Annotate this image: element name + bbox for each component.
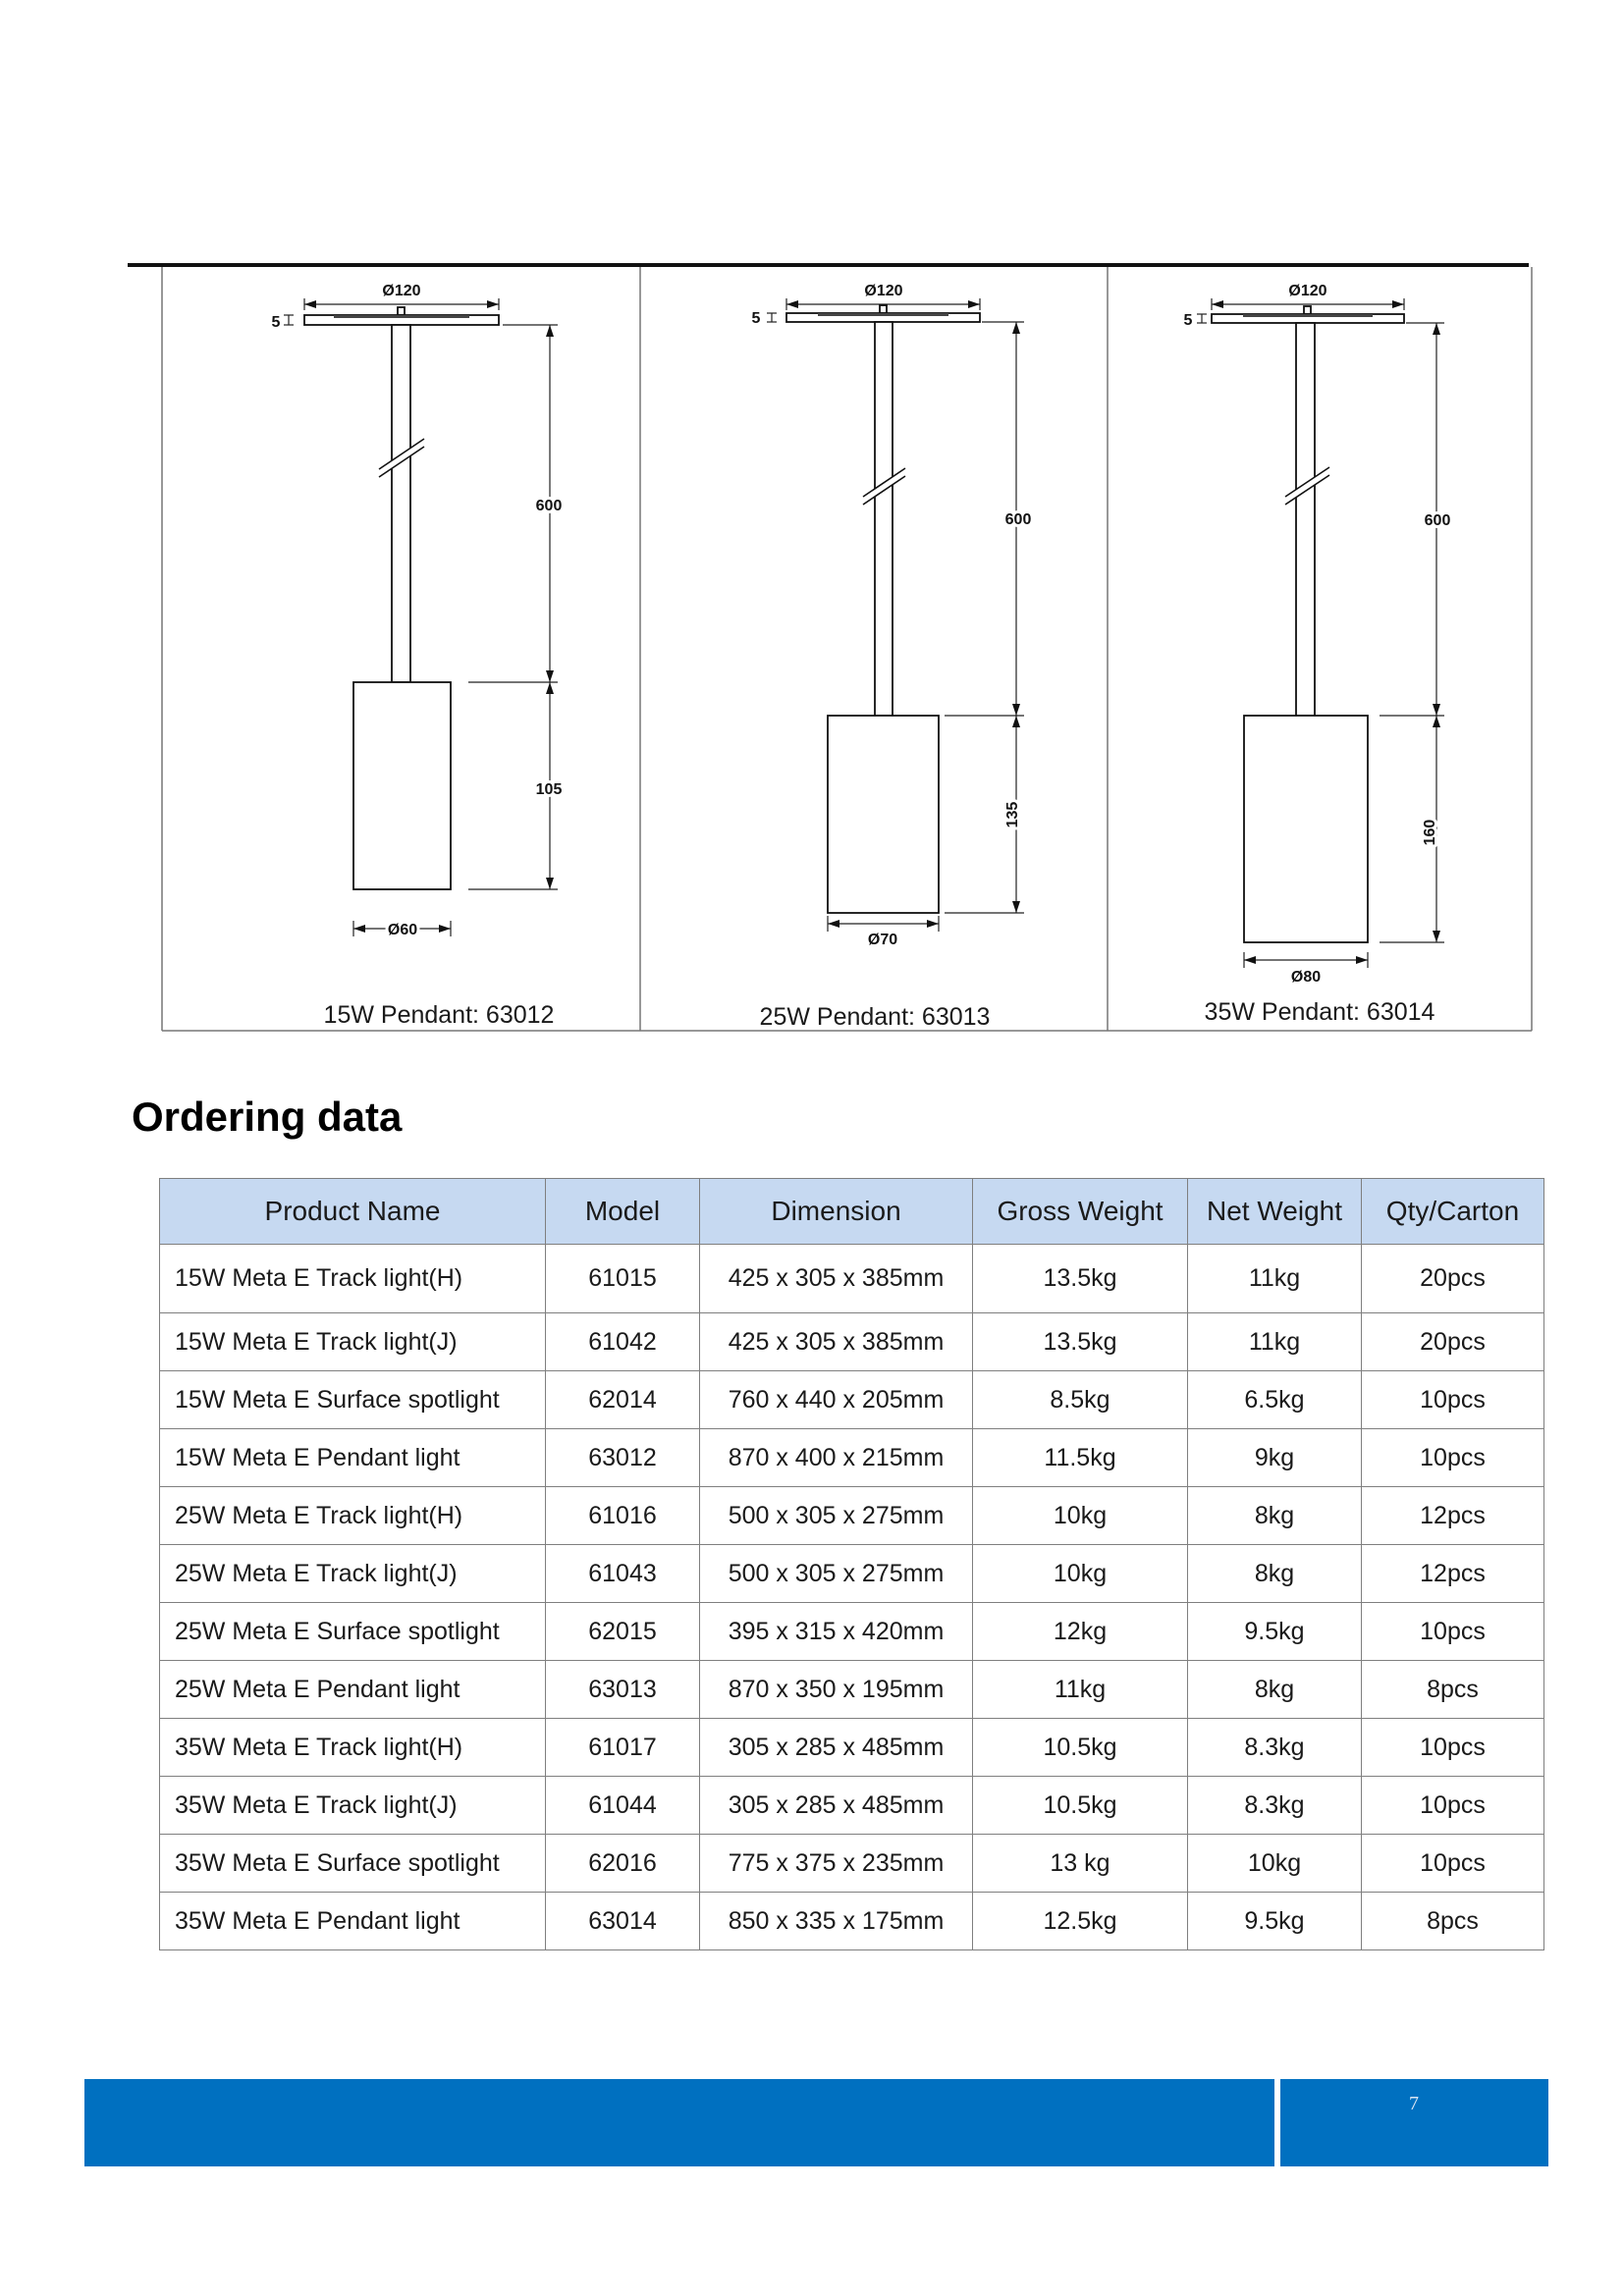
top-diameter-label: Ø120 bbox=[1288, 283, 1327, 299]
cell-qty-carton: 12pcs bbox=[1362, 1545, 1544, 1603]
dimension-arrow bbox=[1392, 300, 1404, 308]
cell-qty-carton: 10pcs bbox=[1362, 1835, 1544, 1893]
cell-product-name: 15W Meta E Track light(J) bbox=[160, 1313, 546, 1371]
dimension-arrow bbox=[487, 300, 499, 308]
cell-gross-weight: 11kg bbox=[973, 1661, 1188, 1719]
cell-net-weight: 8.3kg bbox=[1188, 1719, 1362, 1777]
dimension-arrow bbox=[1433, 323, 1440, 335]
cell-dimension: 760 x 440 x 205mm bbox=[700, 1371, 973, 1429]
cell-model: 61044 bbox=[546, 1777, 700, 1835]
suspension-stem bbox=[392, 325, 410, 682]
plate-thickness-label: 5 bbox=[751, 310, 761, 327]
cell-qty-carton: 10pcs bbox=[1362, 1371, 1544, 1429]
cell-product-name: 15W Meta E Pendant light bbox=[160, 1429, 546, 1487]
hanging-tab bbox=[880, 305, 887, 313]
cell-dimension: 305 x 285 x 485mm bbox=[700, 1777, 973, 1835]
cell-gross-weight: 10kg bbox=[973, 1487, 1188, 1545]
cell-net-weight: 8.3kg bbox=[1188, 1777, 1362, 1835]
cell-dimension: 775 x 375 x 235mm bbox=[700, 1835, 973, 1893]
pendant-drawing-35w bbox=[1184, 283, 1451, 1026]
cell-product-name: 35W Meta E Pendant light bbox=[160, 1893, 546, 1950]
cell-model: 62015 bbox=[546, 1603, 700, 1661]
cell-product-name: 35W Meta E Surface spotlight bbox=[160, 1835, 546, 1893]
drawing-caption: 15W Pendant: 63012 bbox=[323, 1001, 555, 1029]
cell-dimension: 500 x 305 x 275mm bbox=[700, 1545, 973, 1603]
cell-product-name: 35W Meta E Track light(J) bbox=[160, 1777, 546, 1835]
table-row bbox=[160, 1313, 1544, 1371]
dimension-arrow bbox=[546, 670, 554, 682]
pendant-drawings-panel bbox=[0, 0, 1624, 1041]
lamp-body bbox=[828, 716, 939, 913]
dimension-arrow bbox=[1433, 931, 1440, 942]
dimension-arrow bbox=[1433, 704, 1440, 716]
cell-product-name: 25W Meta E Pendant light bbox=[160, 1661, 546, 1719]
cell-gross-weight: 10kg bbox=[973, 1545, 1188, 1603]
canopy-top-band bbox=[1243, 314, 1373, 317]
cell-net-weight: 11kg bbox=[1188, 1245, 1362, 1313]
cell-model: 62016 bbox=[546, 1835, 700, 1893]
drawing-caption: 25W Pendant: 63013 bbox=[759, 1003, 991, 1031]
column-header-model: Model bbox=[546, 1179, 700, 1245]
top-diameter-label: Ø120 bbox=[382, 283, 421, 299]
table-row bbox=[160, 1777, 1544, 1835]
dimension-arrow bbox=[439, 925, 451, 933]
cell-dimension: 395 x 315 x 420mm bbox=[700, 1603, 973, 1661]
footer-bar-left bbox=[84, 2079, 1274, 2166]
cell-qty-carton: 8pcs bbox=[1362, 1661, 1544, 1719]
body-height-label: 160 bbox=[1422, 819, 1438, 846]
body-height-label: 135 bbox=[1004, 801, 1021, 828]
section-heading: Ordering data bbox=[132, 1094, 403, 1140]
cell-net-weight: 9.5kg bbox=[1188, 1603, 1362, 1661]
cell-qty-carton: 12pcs bbox=[1362, 1487, 1544, 1545]
dimension-arrow bbox=[1212, 300, 1223, 308]
table-row bbox=[160, 1487, 1544, 1545]
cell-model: 61043 bbox=[546, 1545, 700, 1603]
table-row bbox=[160, 1545, 1544, 1603]
cell-model: 63014 bbox=[546, 1893, 700, 1950]
cell-product-name: 35W Meta E Track light(H) bbox=[160, 1719, 546, 1777]
cell-model: 61016 bbox=[546, 1487, 700, 1545]
page-number: 7 bbox=[1409, 2093, 1419, 2114]
cell-model: 63012 bbox=[546, 1429, 700, 1487]
stem-length-label: 600 bbox=[1424, 512, 1451, 529]
cell-gross-weight: 11.5kg bbox=[973, 1429, 1188, 1487]
table-row bbox=[160, 1371, 1544, 1429]
column-header-gross-weight: Gross Weight bbox=[973, 1179, 1188, 1245]
cell-model: 62014 bbox=[546, 1371, 700, 1429]
dimension-arrow bbox=[1012, 716, 1020, 727]
ordering-table-body bbox=[160, 1245, 1544, 1950]
dimension-arrow bbox=[1012, 704, 1020, 716]
cell-net-weight: 6.5kg bbox=[1188, 1371, 1362, 1429]
dimension-arrow bbox=[1356, 956, 1368, 964]
dimension-arrow bbox=[927, 920, 939, 928]
dimension-arrow bbox=[546, 325, 554, 337]
suspension-stem bbox=[875, 322, 893, 716]
cell-model: 63013 bbox=[546, 1661, 700, 1719]
cell-model: 61042 bbox=[546, 1313, 700, 1371]
table-row bbox=[160, 1603, 1544, 1661]
cell-gross-weight: 8.5kg bbox=[973, 1371, 1188, 1429]
dimension-arrow bbox=[1244, 956, 1256, 964]
cell-gross-weight: 13.5kg bbox=[973, 1313, 1188, 1371]
cell-dimension: 850 x 335 x 175mm bbox=[700, 1893, 973, 1950]
cell-qty-carton: 10pcs bbox=[1362, 1719, 1544, 1777]
canopy-top-band bbox=[818, 313, 948, 316]
column-header-net-weight: Net Weight bbox=[1188, 1179, 1362, 1245]
cell-net-weight: 9.5kg bbox=[1188, 1893, 1362, 1950]
column-header-dimension: Dimension bbox=[700, 1179, 973, 1245]
lamp-body bbox=[353, 682, 451, 889]
table-row bbox=[160, 1719, 1544, 1777]
pendant-drawing-25w bbox=[752, 283, 1032, 1031]
cell-product-name: 15W Meta E Surface spotlight bbox=[160, 1371, 546, 1429]
body-diameter-label: Ø60 bbox=[387, 922, 418, 938]
cell-qty-carton: 10pcs bbox=[1362, 1777, 1544, 1835]
cell-qty-carton: 10pcs bbox=[1362, 1603, 1544, 1661]
pendant-drawing-15w bbox=[272, 283, 563, 1029]
dimension-arrow bbox=[968, 300, 980, 308]
dimension-arrow bbox=[1012, 901, 1020, 913]
cell-qty-carton: 10pcs bbox=[1362, 1429, 1544, 1487]
table-row bbox=[160, 1661, 1544, 1719]
suspension-stem bbox=[1296, 323, 1315, 716]
cell-dimension: 870 x 350 x 195mm bbox=[700, 1661, 973, 1719]
hanging-tab bbox=[1304, 306, 1311, 314]
cell-dimension: 305 x 285 x 485mm bbox=[700, 1719, 973, 1777]
dimension-arrow bbox=[1433, 716, 1440, 727]
dimension-arrow bbox=[546, 682, 554, 694]
cell-product-name: 25W Meta E Track light(H) bbox=[160, 1487, 546, 1545]
cell-model: 61017 bbox=[546, 1719, 700, 1777]
cell-net-weight: 8kg bbox=[1188, 1487, 1362, 1545]
body-diameter-label: Ø70 bbox=[867, 932, 898, 948]
dimension-arrow bbox=[1012, 322, 1020, 334]
cell-net-weight: 11kg bbox=[1188, 1313, 1362, 1371]
lamp-body bbox=[1244, 716, 1368, 942]
hanging-tab bbox=[398, 307, 405, 315]
dimension-arrow bbox=[353, 925, 365, 933]
cell-product-name: 25W Meta E Track light(J) bbox=[160, 1545, 546, 1603]
table-row bbox=[160, 1835, 1544, 1893]
cell-gross-weight: 12kg bbox=[973, 1603, 1188, 1661]
stem-length-label: 600 bbox=[1004, 511, 1032, 528]
cell-gross-weight: 13 kg bbox=[973, 1835, 1188, 1893]
cell-model: 61015 bbox=[546, 1245, 700, 1313]
drawing-caption: 35W Pendant: 63014 bbox=[1204, 998, 1435, 1026]
table-row bbox=[160, 1245, 1544, 1313]
dimension-arrow bbox=[546, 878, 554, 889]
cell-net-weight: 8kg bbox=[1188, 1545, 1362, 1603]
cell-dimension: 870 x 400 x 215mm bbox=[700, 1429, 973, 1487]
top-diameter-label: Ø120 bbox=[864, 283, 903, 299]
canopy-top-band bbox=[334, 315, 469, 318]
cell-product-name: 25W Meta E Surface spotlight bbox=[160, 1603, 546, 1661]
cell-dimension: 425 x 305 x 385mm bbox=[700, 1245, 973, 1313]
cell-dimension: 425 x 305 x 385mm bbox=[700, 1313, 973, 1371]
body-diameter-label: Ø80 bbox=[1290, 969, 1322, 986]
stem-length-label: 600 bbox=[535, 498, 563, 514]
cell-product-name: 15W Meta E Track light(H) bbox=[160, 1245, 546, 1313]
cell-qty-carton: 20pcs bbox=[1362, 1245, 1544, 1313]
cell-gross-weight: 10.5kg bbox=[973, 1719, 1188, 1777]
cell-net-weight: 9kg bbox=[1188, 1429, 1362, 1487]
dimension-arrow bbox=[786, 300, 798, 308]
dimension-arrow bbox=[828, 920, 839, 928]
column-header-qty-carton: Qty/Carton bbox=[1362, 1179, 1544, 1245]
cell-gross-weight: 13.5kg bbox=[973, 1245, 1188, 1313]
column-header-product-name: Product Name bbox=[160, 1179, 546, 1245]
plate-thickness-label: 5 bbox=[271, 314, 281, 331]
table-row bbox=[160, 1893, 1544, 1950]
cell-net-weight: 10kg bbox=[1188, 1835, 1362, 1893]
cell-gross-weight: 12.5kg bbox=[973, 1893, 1188, 1950]
table-row bbox=[160, 1429, 1544, 1487]
ordering-table-header bbox=[160, 1179, 1544, 1245]
ordering-table bbox=[159, 1178, 1544, 1950]
table-header-row bbox=[160, 1179, 1544, 1245]
cell-gross-weight: 10.5kg bbox=[973, 1777, 1188, 1835]
cell-dimension: 500 x 305 x 275mm bbox=[700, 1487, 973, 1545]
body-height-label: 105 bbox=[535, 781, 563, 798]
cell-qty-carton: 20pcs bbox=[1362, 1313, 1544, 1371]
cell-net-weight: 8kg bbox=[1188, 1661, 1362, 1719]
cell-qty-carton: 8pcs bbox=[1362, 1893, 1544, 1950]
dimension-arrow bbox=[304, 300, 316, 308]
plate-thickness-label: 5 bbox=[1183, 312, 1193, 329]
